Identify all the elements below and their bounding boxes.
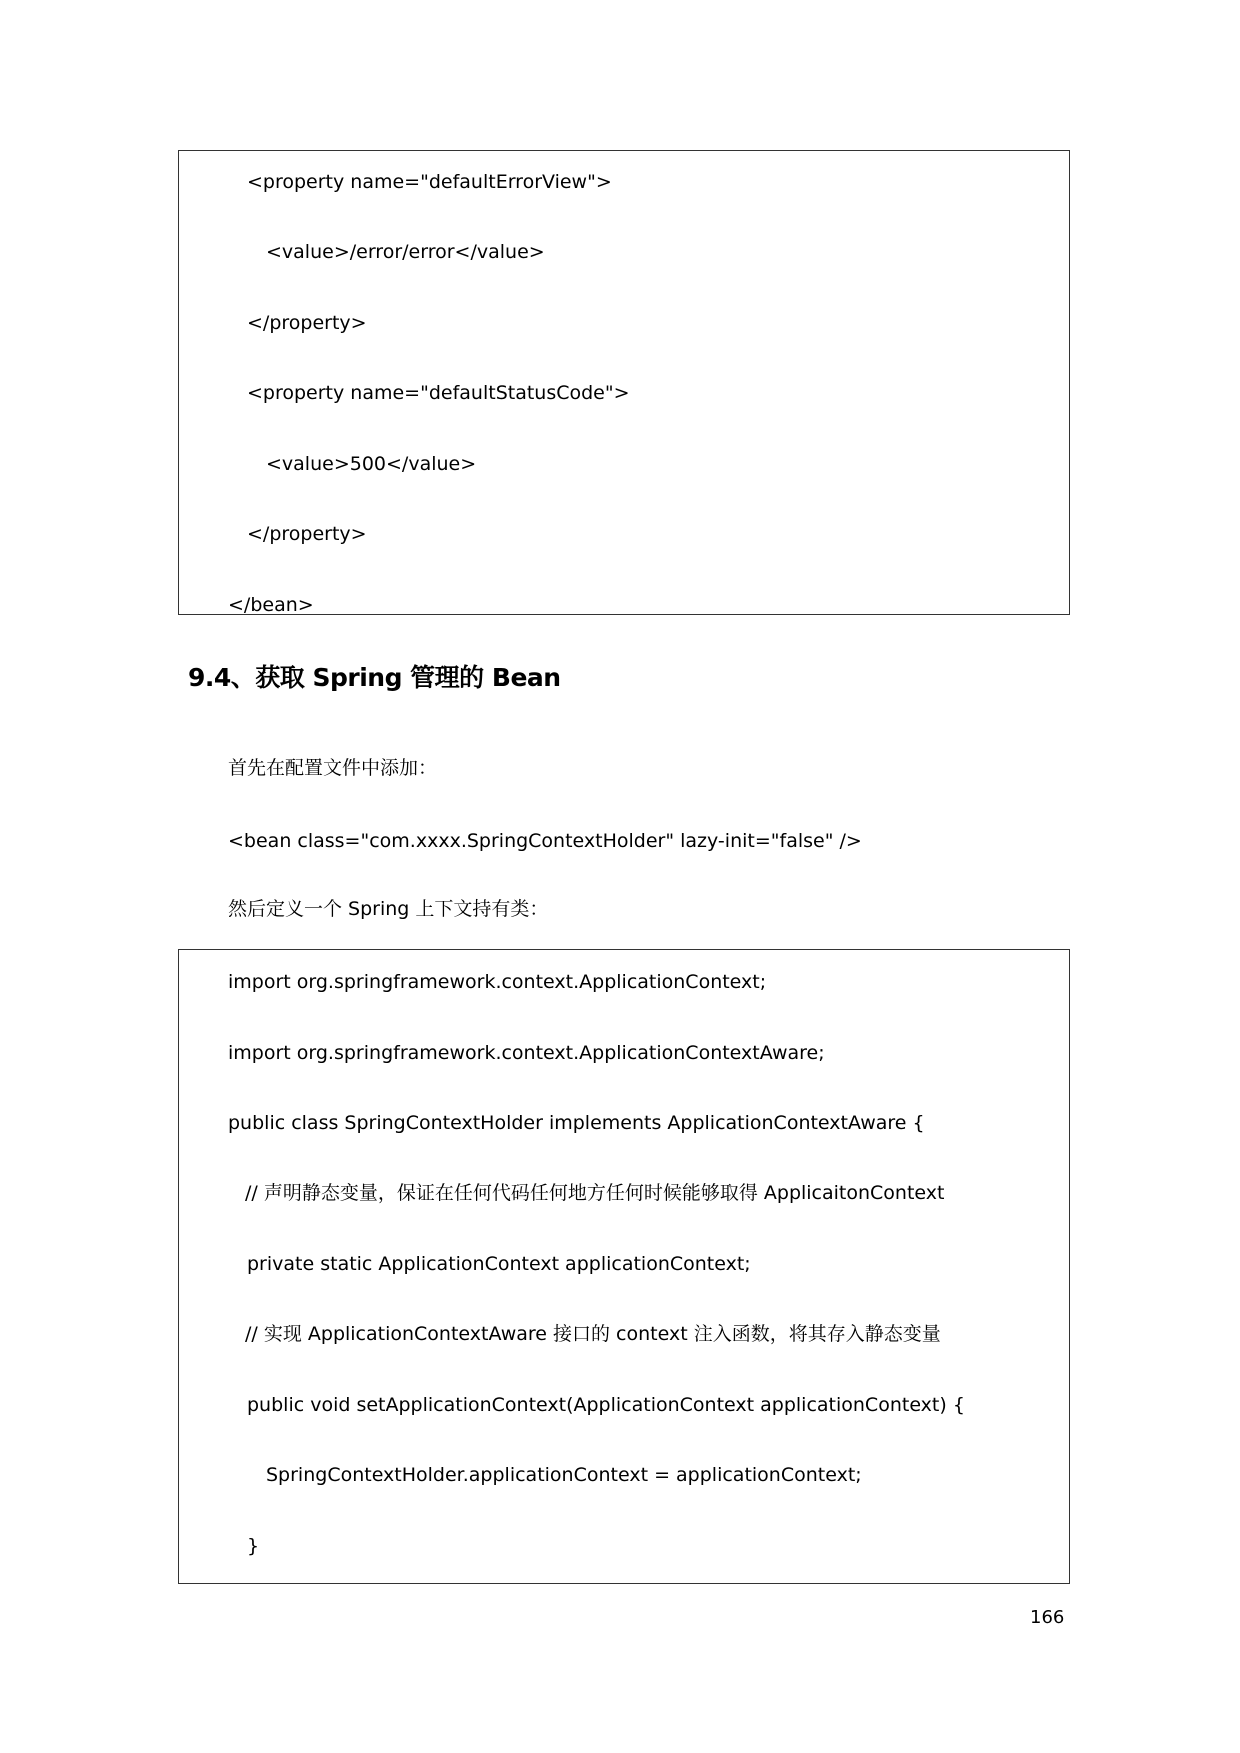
code-line: <property name="defaultStatusCode"> [247, 382, 630, 404]
code-comment-line: // 实现 ApplicationContextAware 接口的 context 注入函数，将其存入静态变量 [245, 1323, 941, 1345]
define-text: 然后定义一个 Spring 上下文持有类： [228, 898, 549, 920]
code-line: <value>/error/error</value> [266, 241, 545, 263]
code-line: </property> [247, 312, 367, 334]
page-number: 166 [1030, 1607, 1065, 1628]
code-line: </property> [247, 523, 367, 545]
code-line: <value>500</value> [266, 453, 477, 475]
code-line: </bean> [228, 594, 314, 616]
code-line: SpringContextHolder.applicationContext = applicationContext; [266, 1464, 862, 1486]
code-line: <property name="defaultErrorView"> [247, 171, 612, 193]
section-heading: 9.4、获取 Spring 管理的 Bean [188, 663, 561, 692]
code-line: public class SpringContextHolder implements ApplicationContextAware { [228, 1112, 925, 1134]
bean-config-text: <bean class="com.xxxx.SpringContextHolder" lazy-init="false" /> [228, 830, 862, 852]
code-line: import org.springframework.context.ApplicationContext; [228, 971, 767, 993]
code-line: import org.springframework.context.ApplicationContextAware; [228, 1042, 825, 1064]
code-line: public void setApplicationContext(ApplicationContext applicationContext) { [247, 1394, 965, 1416]
code-comment-line: // 声明静态变量，保证在任何代码任何地方任何时候能够取得 ApplicaitonContext [245, 1182, 945, 1204]
code-line: private static ApplicationContext applicationContext; [247, 1253, 751, 1275]
intro-text: 首先在配置文件中添加： [228, 757, 438, 779]
code-line: } [247, 1535, 260, 1557]
